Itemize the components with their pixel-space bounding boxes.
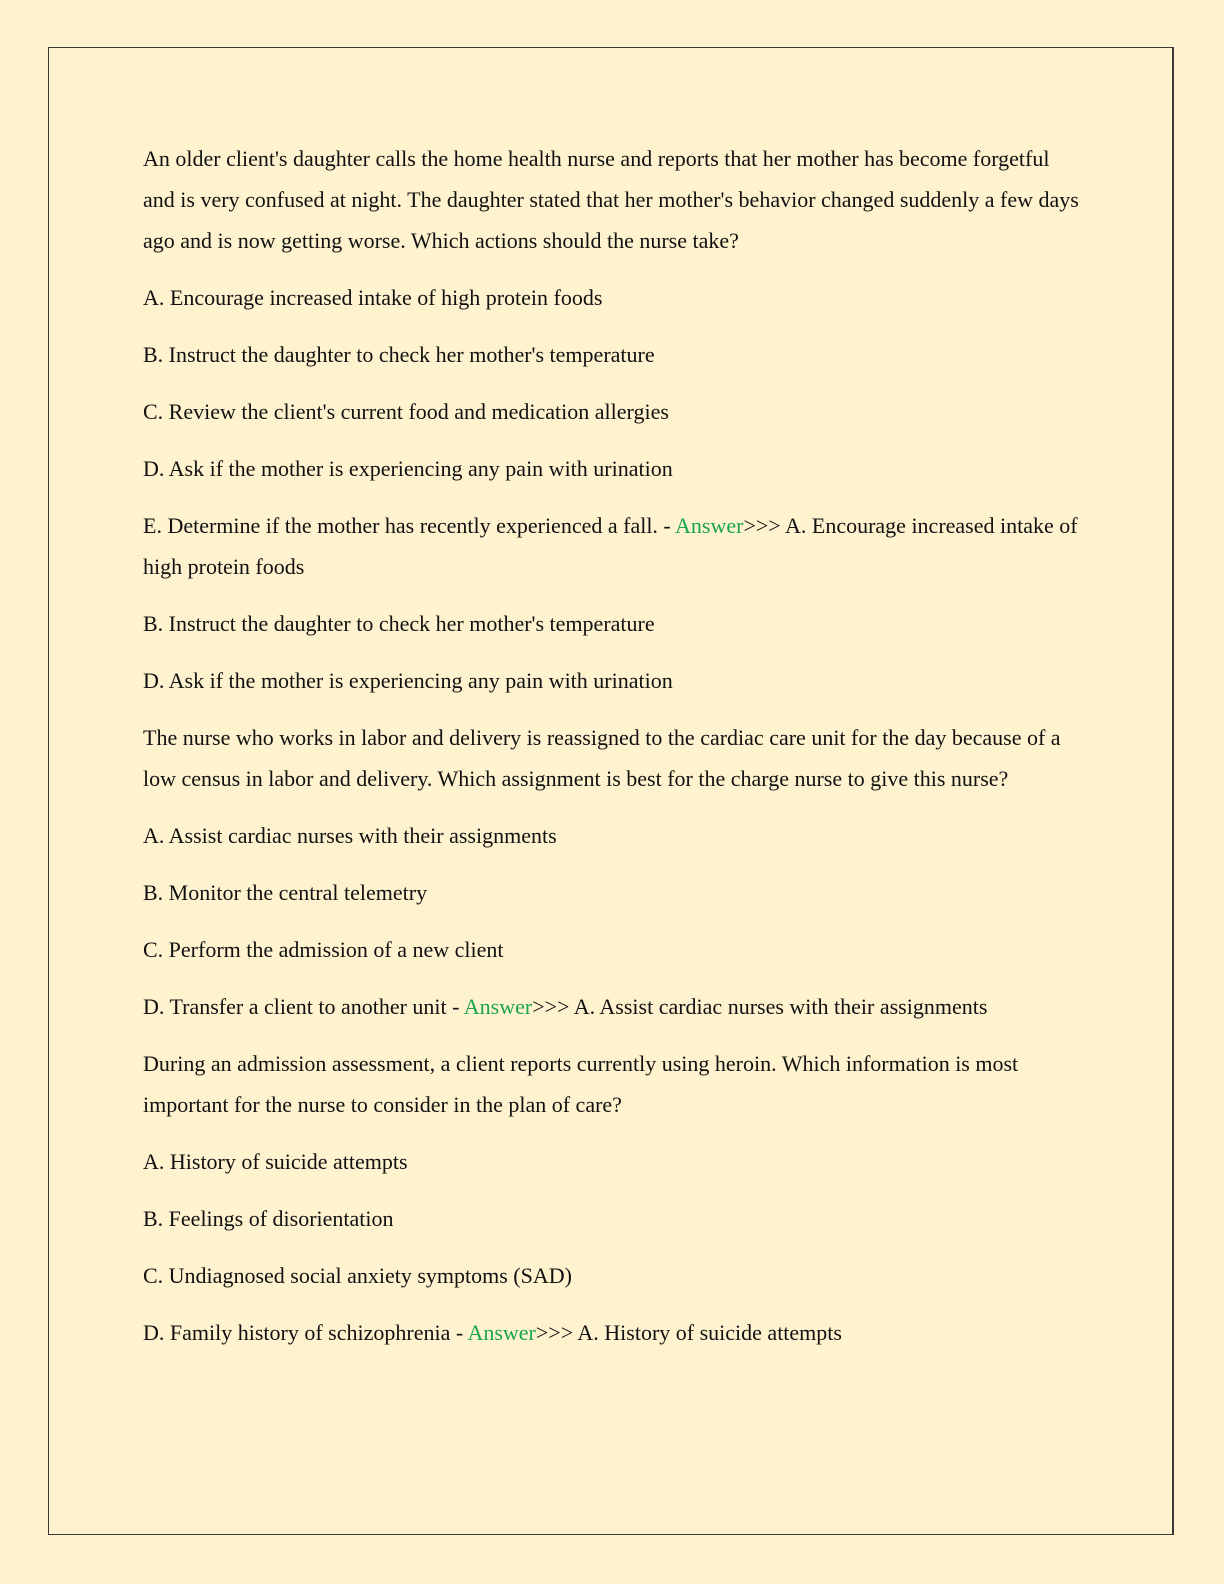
question-1-option-d: D. Ask if the mother is experiencing any pain with urination bbox=[143, 456, 673, 481]
question-2-stem: The nurse who works in labor and delivery is reassigned to the cardiac care unit for the day because of a low census in labor and delivery. Which assignment is best for the charge nurse to give this nurse? bbox=[143, 725, 1061, 791]
question-1-option-e-with-answer: E. Determine if the mother has recently experienced a fall. - Answer>>> A. Encourage increased intake of high protein foods bbox=[143, 513, 1078, 579]
question-3-option-b: B. Feelings of disorientation bbox=[143, 1206, 394, 1231]
question-3-option-a: A. History of suicide attempts bbox=[143, 1149, 408, 1174]
answer-label: Answer bbox=[467, 1320, 536, 1345]
question-2-option-b: B. Monitor the central telemetry bbox=[143, 880, 428, 905]
answer-label: Answer bbox=[463, 994, 533, 1019]
document-body bbox=[143, 138, 1083, 1369]
question-2-option-c: C. Perform the admission of a new client bbox=[143, 937, 504, 962]
question-2-option-a: A. Assist cardiac nurses with their assignments bbox=[143, 823, 557, 848]
question-1-option-a: A. Encourage increased intake of high protein foods bbox=[143, 285, 603, 310]
answer-label: Answer bbox=[675, 513, 744, 538]
question-1-option-b: B. Instruct the daughter to check her mother's temperature bbox=[143, 342, 655, 367]
question-2-option-d-with-answer: D. Transfer a client to another unit - Answer>>> A. Assist cardiac nurses with their assignments bbox=[143, 994, 988, 1019]
question-1-stem: An older client's daughter calls the home health nurse and reports that her mother has become forgetful and is very confused at night. The daughter stated that her mother's behavior changed suddenly a few days ago and is now getting worse. Which actions should the nurse take? bbox=[143, 146, 1079, 253]
question-3-option-d-with-answer: D. Family history of schizophrenia - Answer>>> A. History of suicide attempts bbox=[143, 1320, 842, 1345]
question-1-answer-d: D. Ask if the mother is experiencing any pain with urination bbox=[143, 668, 673, 693]
question-1-answer-b: B. Instruct the daughter to check her mother's temperature bbox=[143, 611, 655, 636]
question-1-option-c: C. Review the client's current food and medication allergies bbox=[143, 399, 669, 424]
question-3-stem: During an admission assessment, a client reports currently using heroin. Which information is most important for the nurse to consider in the plan of care? bbox=[143, 1051, 1019, 1117]
question-3-option-c: C. Undiagnosed social anxiety symptoms (SAD) bbox=[143, 1263, 572, 1288]
